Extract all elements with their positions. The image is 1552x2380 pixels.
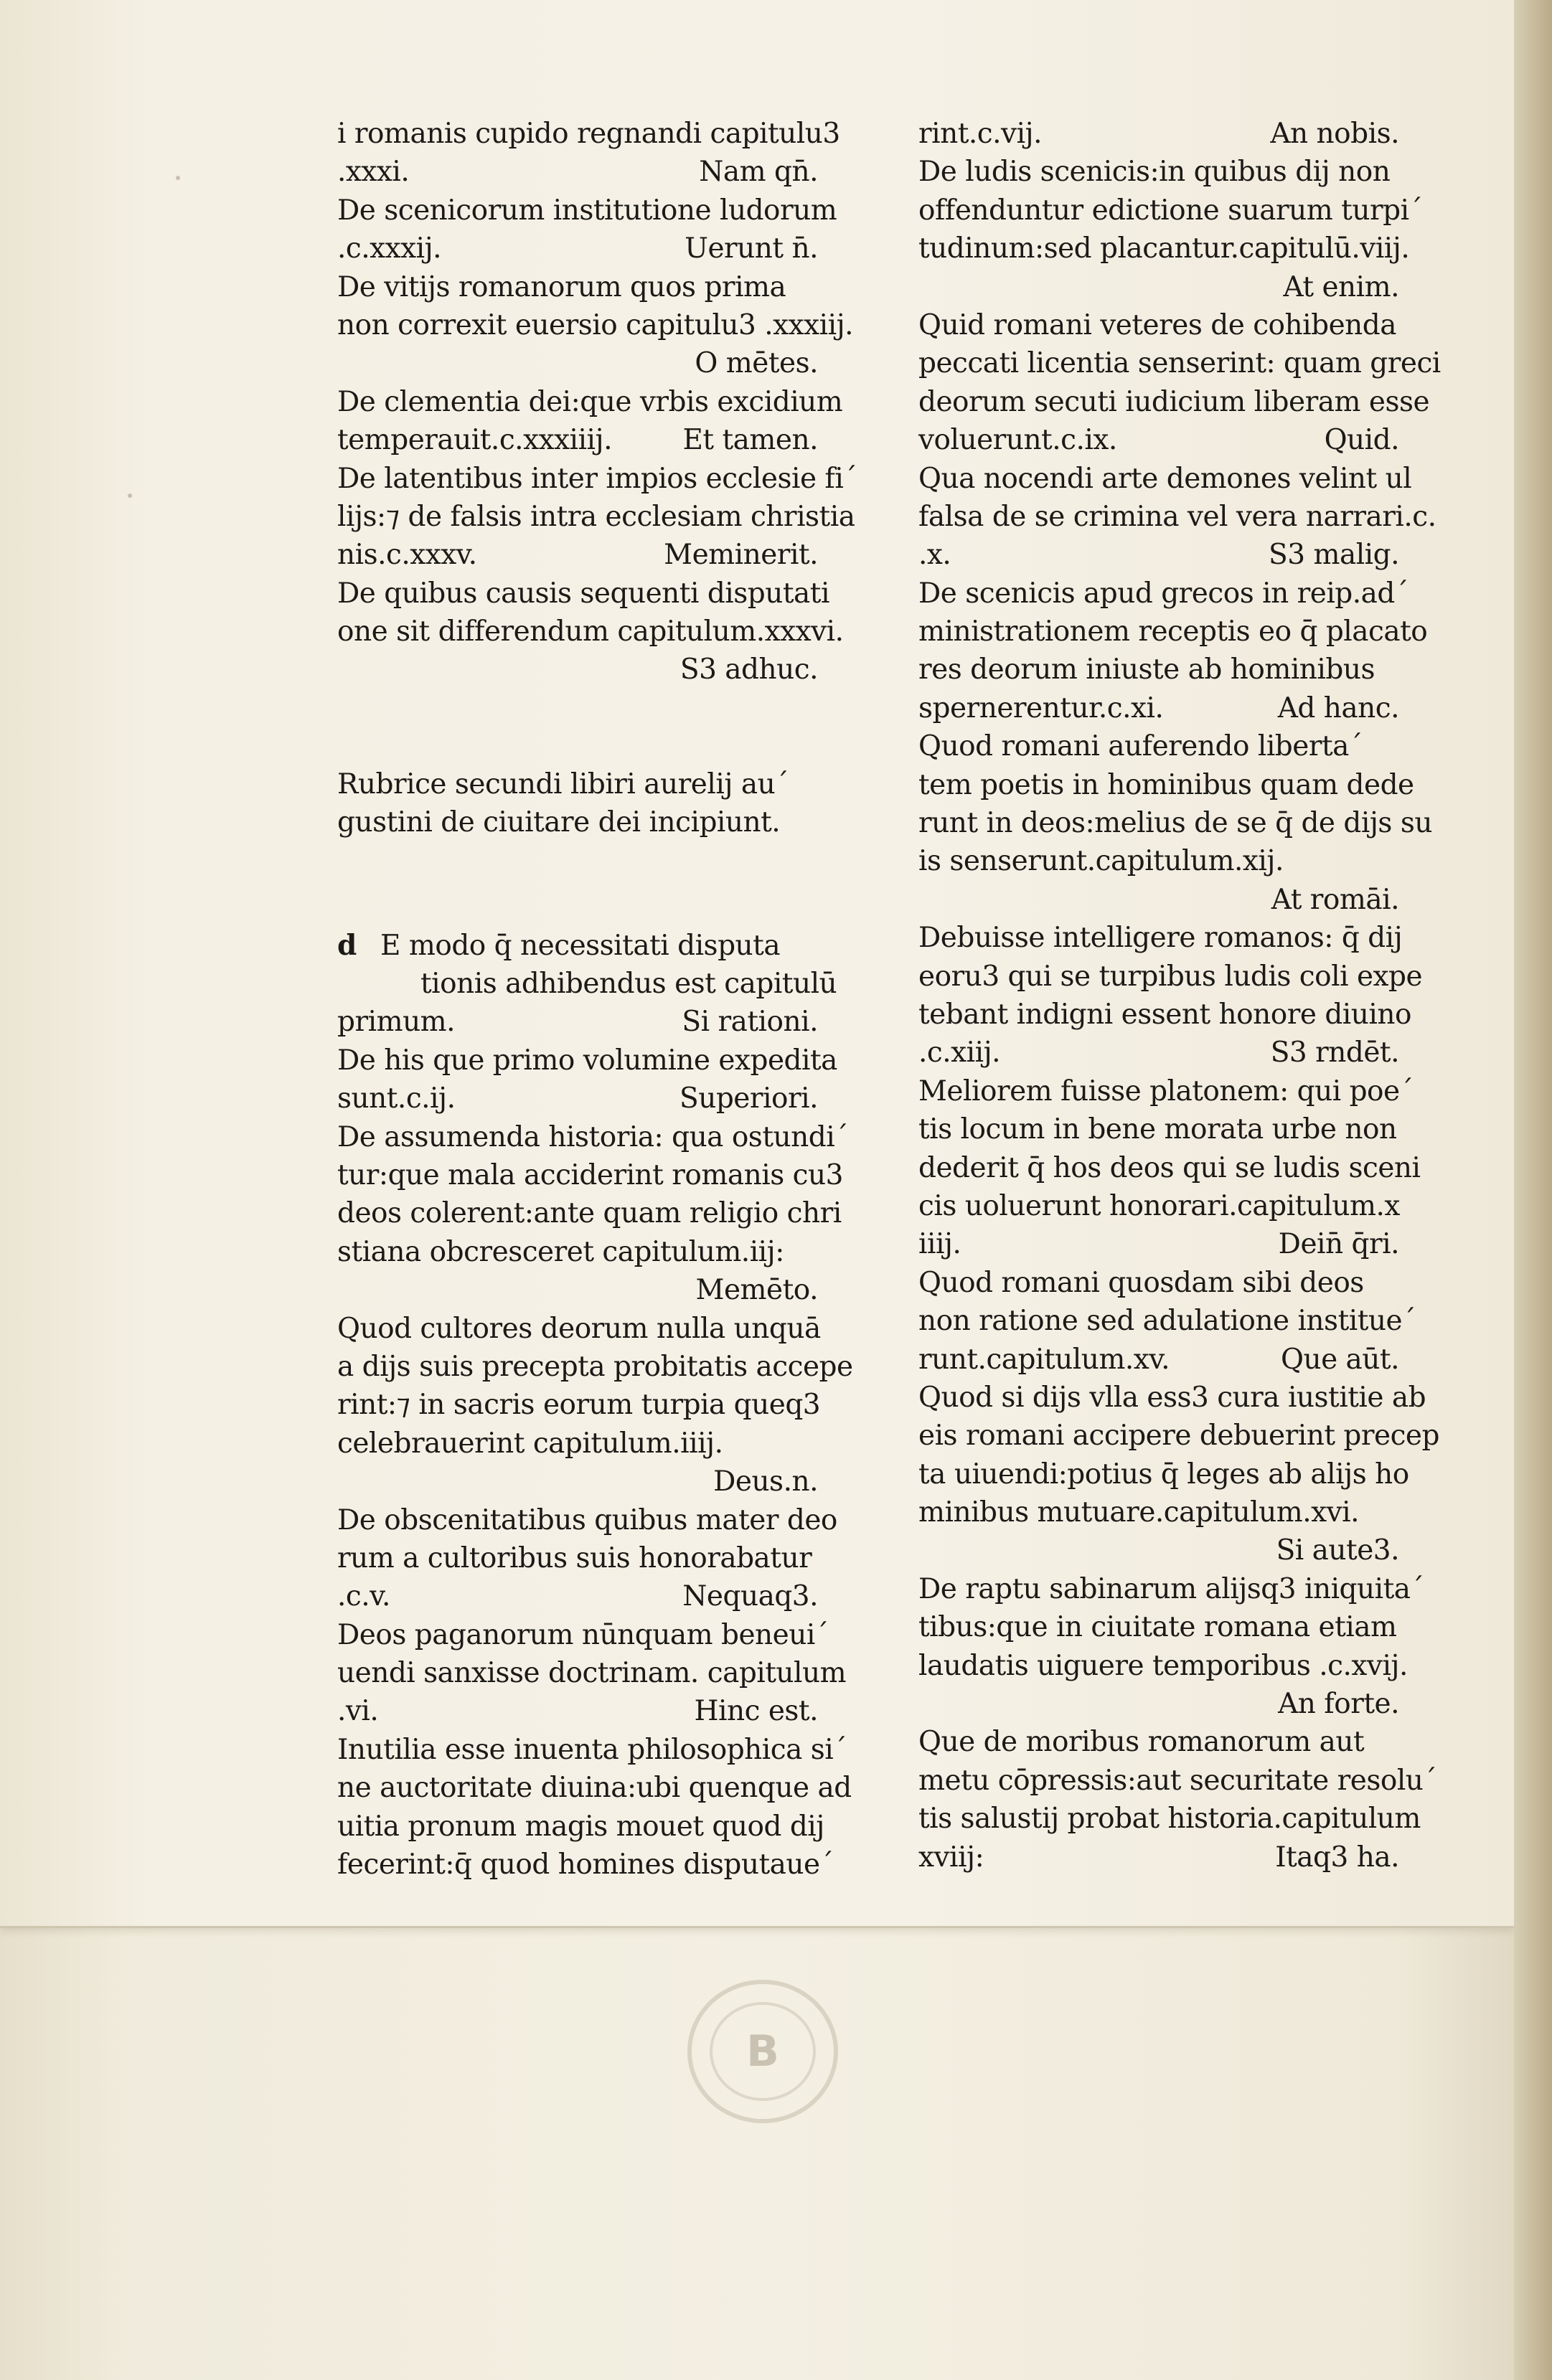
incipit-text: Que aūt. xyxy=(1280,1343,1399,1376)
incipit-text: Si rationi. xyxy=(682,1006,818,1039)
entry-text: voluerunt.c.ix. xyxy=(918,424,1117,457)
incipit-text: Dein̄ q̄ri. xyxy=(1278,1228,1399,1261)
chapter-line: De vitijs romanorum quos prima xyxy=(337,270,786,303)
chapter-line: deorum secuti iudicium liberam esse xyxy=(918,385,1430,418)
rubric-line: gustini de ciuitare dei incipiunt. xyxy=(337,806,781,839)
chapter-line xyxy=(918,115,1399,153)
chapter-line: stiana obcresceret capitulum.iij: xyxy=(337,1235,784,1268)
chapter-line: res deorum iniuste ab hominibus xyxy=(918,653,1375,686)
incipit-text: Nequaq3. xyxy=(682,1580,818,1613)
chapter-line xyxy=(918,536,1399,574)
entry-text: primum. xyxy=(337,1006,456,1039)
chapter-line: ne auctoritate diuina:ubi quenque ad xyxy=(337,1772,852,1805)
chapter-line: uitia pronum magis mouet quod dij xyxy=(337,1810,824,1843)
chapter-line xyxy=(337,927,818,965)
stamp-letter: B xyxy=(710,2002,816,2101)
chapter-line: tudinum:sed placantur.capitulū.viij. xyxy=(918,232,1410,265)
chapter-line: runt in deos:melius de se q̄ de dijs su xyxy=(918,807,1432,840)
entry-text: rint.c.vij. xyxy=(918,118,1043,150)
chapter-line: minibus mutuare.capitulum.xvi. xyxy=(918,1496,1359,1529)
entry-text: .c.xxxij. xyxy=(337,232,442,265)
entry-text: nis.c.xxxv. xyxy=(337,539,477,572)
chapter-line: Que de moribus romanorum aut xyxy=(918,1726,1365,1759)
chapter-line: O mētes. xyxy=(695,347,818,380)
chapter-line xyxy=(918,1341,1399,1379)
chapter-line: Deus.n. xyxy=(713,1465,818,1498)
entry-text: spernerentur.c.xi. xyxy=(918,691,1164,724)
chapter-line xyxy=(337,1080,818,1118)
incipit-text: Meminerit. xyxy=(664,539,818,572)
chapter-line: An forte. xyxy=(1278,1688,1399,1721)
chapter-line: celebrauerint capitulum.iiij. xyxy=(337,1427,723,1460)
chapter-line: ta uiuendi:potius q̄ leges ab alijs ho xyxy=(918,1458,1409,1491)
chapter-line: De scenicorum institutione ludorum xyxy=(337,194,837,227)
chapter-line xyxy=(918,1838,1399,1876)
chapter-line xyxy=(918,689,1399,727)
chapter-line: De assumenda historia: qua ostundi´ xyxy=(337,1120,849,1153)
chapter-line: fecerint:q̄ quod homines disputaue´ xyxy=(337,1848,834,1881)
incipit-text: S3 rndēt. xyxy=(1270,1036,1399,1069)
chapter-line: De latentibus inter impios ecclesie fi´ xyxy=(337,462,857,495)
chapter-line: S3 adhuc. xyxy=(679,653,818,686)
chapter-line: De clementia dei:que vrbis excidium xyxy=(337,385,843,418)
chapter-line: Quod cultores deorum nulla unquā xyxy=(337,1312,821,1345)
spacer xyxy=(337,842,818,927)
chapter-line: Memēto. xyxy=(695,1274,818,1307)
chapter-line xyxy=(337,153,818,191)
entry-text: xviij: xyxy=(918,1841,984,1874)
chapter-line: De raptu sabinarum alijsq3 iniquita´ xyxy=(918,1572,1424,1605)
chapter-line: a dijs suis precepta probitatis accepe xyxy=(337,1350,853,1383)
chapter-line: lijs:⁊ de falsis intra ecclesiam christia xyxy=(337,500,855,533)
entry-text: E modo q̄ necessitati disputa xyxy=(380,929,781,962)
entry-text: sunt.c.ij. xyxy=(337,1082,456,1115)
chapter-line: uendi sanxisse doctrinam. capitulum xyxy=(337,1657,847,1690)
chapter-line: Quod romani auferendo liberta´ xyxy=(918,730,1363,763)
chapter-line: rum a cultoribus suis honorabatur xyxy=(337,1541,812,1574)
chapter-line: Quod romani quosdam sibi deos xyxy=(918,1266,1364,1299)
chapter-line: Si aute3. xyxy=(1276,1534,1399,1567)
left-text-column xyxy=(337,115,857,1884)
chapter-line: offenduntur edictione suarum turpi´ xyxy=(918,194,1423,227)
chapter-line: falsa de se crimina vel vera narrari.c. xyxy=(918,500,1436,533)
chapter-line: i romanis cupido regnandi capitulu3 xyxy=(337,118,840,150)
incipit-text: Et tamen. xyxy=(682,424,818,457)
guide-letter: d xyxy=(337,928,357,962)
chapter-line: one sit differendum capitulum.xxxvi. xyxy=(337,615,844,648)
chapter-line: tibus:que in ciuitate romana etiam xyxy=(918,1611,1397,1644)
paper-speck xyxy=(176,176,180,180)
chapter-line: tebant indigni essent honore diuino xyxy=(918,998,1411,1031)
chapter-line xyxy=(337,1692,818,1730)
chapter-line: non ratione sed adulatione institue´ xyxy=(918,1305,1416,1338)
incipit-text: Superiori. xyxy=(679,1082,818,1115)
incipit-text: Nam qn̄. xyxy=(699,156,818,189)
page-edge xyxy=(1514,0,1552,2380)
incipit-text: Uerunt n̄. xyxy=(685,232,818,265)
chapter-line: At romāi. xyxy=(1271,883,1399,916)
chapter-line: rint:⁊ in sacris eorum turpia queq3 xyxy=(337,1389,821,1422)
chapter-line: peccati licentia senserint: quam greci xyxy=(918,347,1441,380)
chapter-line: tem poetis in hominibus quam dede xyxy=(918,768,1414,801)
chapter-line: At enim. xyxy=(1283,270,1399,303)
rubric-line: Rubrice secundi libiri aurelij au´ xyxy=(337,768,789,801)
entry-text: .c.v. xyxy=(337,1580,390,1613)
chapter-line xyxy=(337,1003,818,1041)
chapter-line: Qua nocendi arte demones velint ul xyxy=(918,462,1412,495)
entry-text: .x. xyxy=(918,539,951,572)
incipit-text: Quid. xyxy=(1324,424,1399,457)
chapter-line: ministrationem receptis eo q̄ placato xyxy=(918,615,1428,648)
incipit-text: An nobis. xyxy=(1270,118,1399,150)
spacer xyxy=(337,689,818,765)
entry-text: temperauit.c.xxxiiij. xyxy=(337,424,612,457)
chapter-line: Debuisse intelligere romanos: q̄ dij xyxy=(918,922,1403,955)
chapter-line: tur:que mala acciderint romanis cu3 xyxy=(337,1158,843,1191)
chapter-line: De his que primo volumine expedita xyxy=(337,1044,837,1077)
chapter-line: tis salustij probat historia.capitulum xyxy=(918,1803,1421,1836)
chapter-line: De scenicis apud grecos in reip.ad´ xyxy=(918,577,1408,610)
chapter-line: deos colerent:ante quam religio chri xyxy=(337,1197,842,1230)
chapter-line: tionis adhibendus est capitulū xyxy=(420,968,837,1001)
entry-text: .c.xiij. xyxy=(918,1036,1001,1069)
chapter-line: De ludis scenicis:in quibus dij non xyxy=(918,156,1391,189)
chapter-line xyxy=(337,536,818,574)
chapter-line: laudatis uiguere temporibus .c.xvij. xyxy=(918,1649,1408,1682)
chapter-line: Deos paganorum nūnquam beneui´ xyxy=(337,1618,829,1651)
chapter-line: Meliorem fuisse platonem: qui poe´ xyxy=(918,1075,1414,1108)
chapter-line xyxy=(918,1034,1399,1072)
library-stamp xyxy=(687,1980,838,2123)
chapter-line: dederit q̄ hos deos qui se ludis sceni xyxy=(918,1151,1421,1184)
chapter-line xyxy=(337,230,818,268)
chapter-line: De obscenitatibus quibus mater deo xyxy=(337,1503,837,1536)
incipit-text: Ad hanc. xyxy=(1277,691,1399,724)
chapter-line: Quid romani veteres de cohibenda xyxy=(918,308,1397,341)
chapter-line: is senserunt.capitulum.xij. xyxy=(918,845,1284,878)
chapter-line: eoru3 qui se turpibus ludis coli expe xyxy=(918,960,1423,993)
chapter-line xyxy=(918,421,1399,459)
chapter-line: cis uoluerunt honorari.capitulum.x xyxy=(918,1189,1400,1222)
chapter-line xyxy=(337,1577,818,1615)
chapter-line: metu cōpressis:aut securitate resolu´ xyxy=(918,1764,1437,1797)
entry-text: iiij. xyxy=(918,1228,961,1261)
chapter-line: non correxit euersio capitulu3 .xxxiij. xyxy=(337,308,854,341)
entry-text: runt.capitulum.xv. xyxy=(918,1343,1170,1376)
chapter-line: Inutilia esse inuenta philosophica si´ xyxy=(337,1733,847,1766)
paper-speck xyxy=(128,494,132,498)
chapter-line xyxy=(337,421,818,459)
chapter-line: Quod si dijs vlla ess3 cura iustitie ab xyxy=(918,1381,1426,1414)
right-text-column xyxy=(918,115,1441,1876)
incipit-text: S3 malig. xyxy=(1269,539,1399,572)
chapter-line xyxy=(918,1225,1399,1263)
entry-text: .vi. xyxy=(337,1695,379,1728)
chapter-line: De quibus causis sequenti disputati xyxy=(337,577,829,610)
chapter-line: tis locum in bene morata urbe non xyxy=(918,1113,1397,1146)
entry-text: .xxxi. xyxy=(337,156,410,189)
chapter-line: eis romani accipere debuerint precep xyxy=(918,1420,1439,1453)
incipit-text: Hinc est. xyxy=(694,1695,818,1728)
incipit-text: Itaq3 ha. xyxy=(1275,1841,1399,1874)
